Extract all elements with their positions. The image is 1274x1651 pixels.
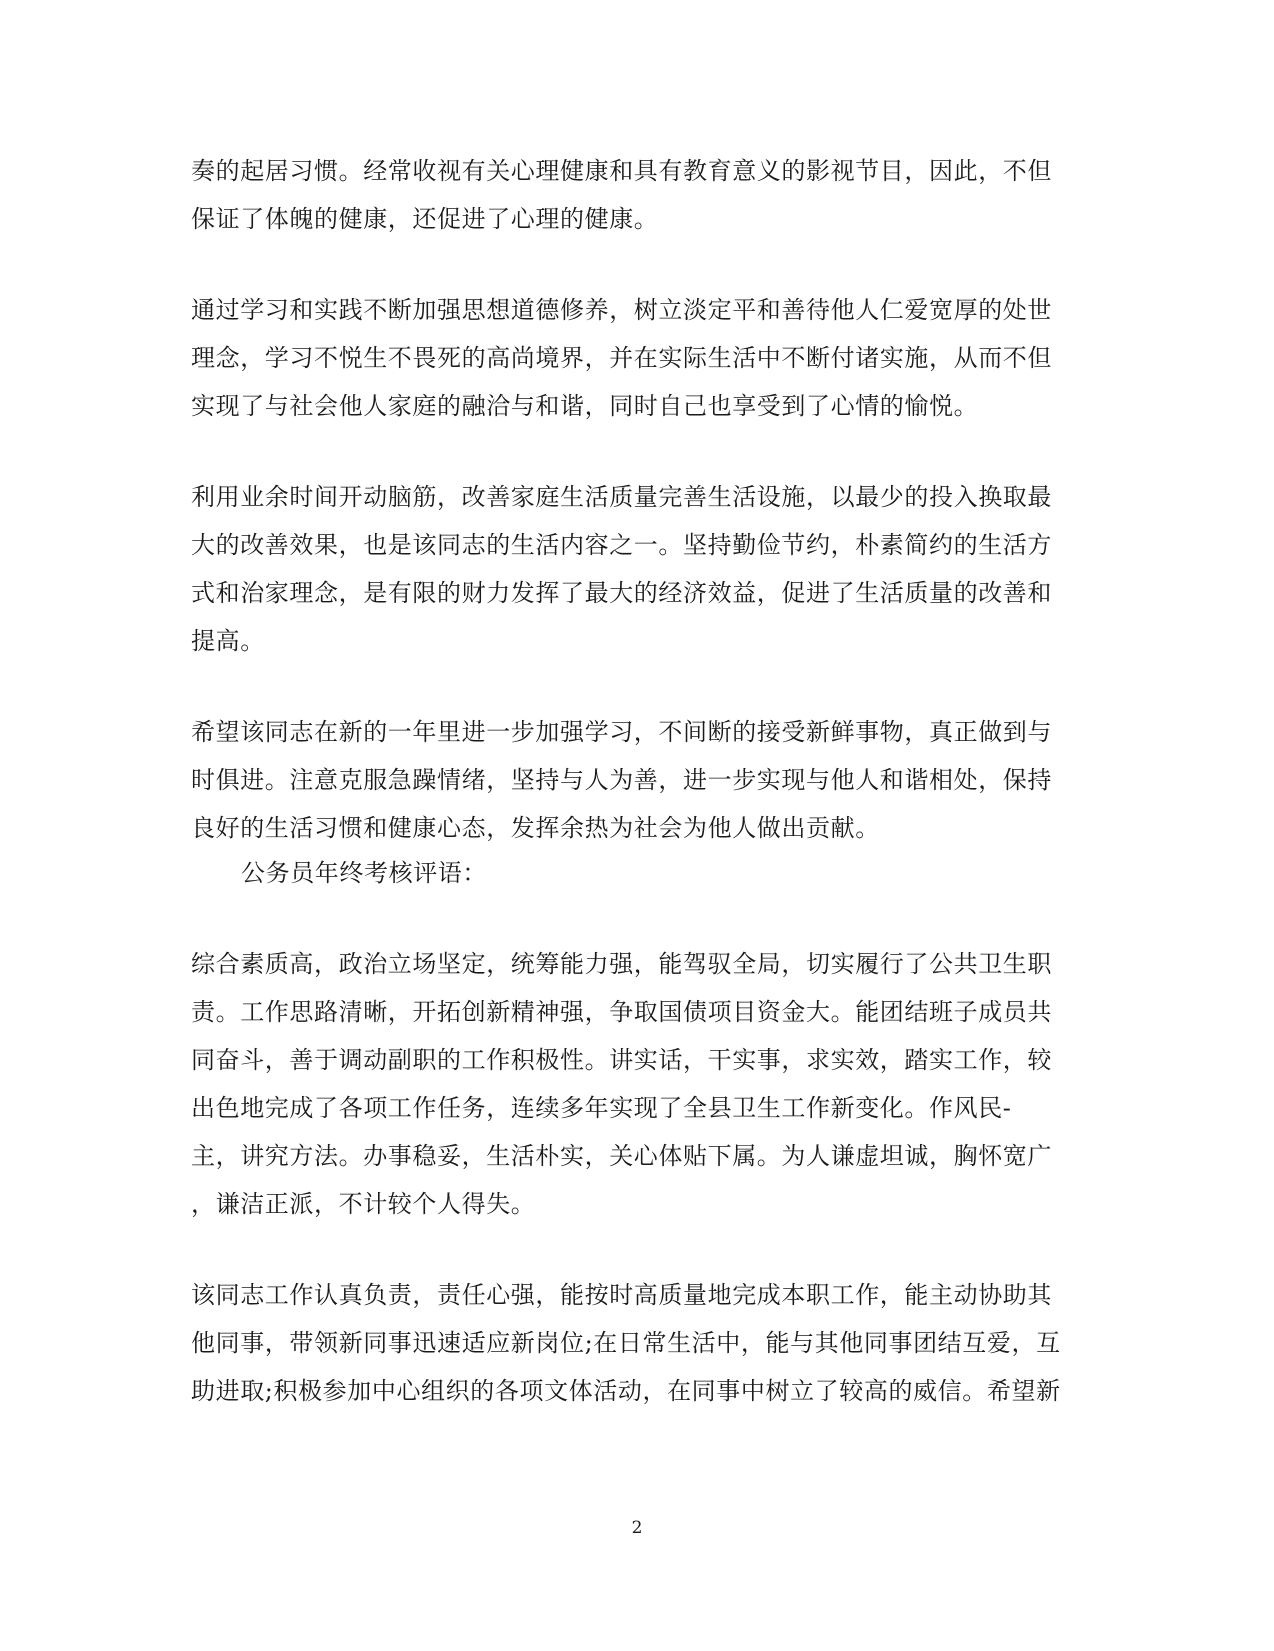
text-line: 希望该同志在新的一年里进一步加强学习，不间断的接受新鲜事物，真正做到与 [191,718,1052,746]
text-line: 出色地完成了各项工作任务，连续多年实现了全县卫生工作新变化。作风民- [191,1094,1012,1122]
text-line: 奏的起居习惯。经常收视有关心理健康和具有教育意义的影视节目，因此，不但 [191,157,1052,185]
text-line: 责。工作思路清晰，开拓创新精神强，争取国债项目资金大。能团结班子成员共 [191,998,1052,1026]
text-line: 实现了与社会他人家庭的融洽与和谐，同时自己也享受到了心情的愉悦。 [191,392,979,420]
text-line: 大的改善效果，也是该同志的生活内容之一。坚持勤俭节约，朴素简约的生活方 [191,531,1052,559]
text-line: 通过学习和实践不断加强思想道德修养，树立淡定平和善待他人仁爱宽厚的处世 [191,296,1052,324]
text-line: 提高。 [191,627,265,655]
text-line: 时俱进。注意克服急躁情绪，坚持与人为善，进一步实现与他人和谐相处，保持 [191,766,1052,794]
text-line: 该同志工作认真负责，责任心强，能按时高质量地完成本职工作，能主动协助其 [191,1281,1052,1309]
section-heading: 公务员年终考核评语： [241,859,487,887]
text-line: ，谦洁正派，不计较个人得失。 [191,1190,536,1218]
text-line: 理念，学习不悦生不畏死的高尚境界，并在实际生活中不断付诸实施，从而不但 [191,344,1052,372]
text-line: 助进取;积极参加中心组织的各项文体活动，在同事中树立了较高的威信。希望新 [191,1377,1061,1405]
text-line: 保证了体魄的健康，还促进了心理的健康。 [191,205,659,233]
text-line: 良好的生活习惯和健康心态，发挥余热为社会为他人做出贡献。 [191,814,880,842]
text-line: 式和治家理念，是有限的财力发挥了最大的经济效益，促进了生活质量的改善和 [191,579,1052,607]
text-line: 他同事，带领新同事迅速适应新岗位;在日常生活中，能与其他同事团结互爱，互 [191,1329,1061,1357]
text-line: 利用业余时间开动脑筋，改善家庭生活质量完善生活设施，以最少的投入换取最 [191,483,1052,511]
text-line: 主，讲究方法。办事稳妥，生活朴实，关心体贴下属。为人谦虚坦诚，胸怀宽广 [191,1142,1052,1170]
text-line: 综合素质高，政治立场坚定，统筹能力强，能驾驭全局，切实履行了公共卫生职 [191,950,1052,978]
page-number: 2 [631,1518,643,1538]
text-line: 同奋斗，善于调动副职的工作积极性。讲实话，干实事，求实效，踏实工作，较 [191,1046,1052,1074]
